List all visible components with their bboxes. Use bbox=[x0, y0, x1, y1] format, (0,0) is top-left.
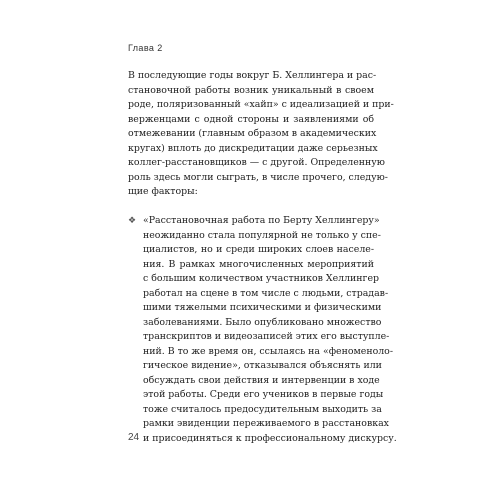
text-line: этой работы. Среди его учеников в первые годы bbox=[143, 389, 384, 400]
text-line: роде, поляризованный «хайп» с идеализацией и при- bbox=[128, 99, 394, 110]
text-line: В последующие годы вокруг Б. Хеллингера и рас- bbox=[128, 70, 377, 81]
text-line: «Расстановочная работа по Берту Хеллингеру» bbox=[143, 215, 380, 226]
paragraph-gap bbox=[128, 200, 374, 215]
text-line: заболеваниями. Было опубликовано множество bbox=[143, 316, 382, 328]
bullet-item bbox=[128, 214, 397, 446]
text-line: щие факторы: bbox=[128, 186, 198, 197]
text-line: становочной работы возник уникальный в своем bbox=[128, 84, 374, 96]
text-line: коллег-расстановщиков — с другой. Определенную bbox=[128, 157, 385, 168]
text-line: обсуждать свои действия и интервенции в ходе bbox=[143, 374, 380, 386]
text-line: гическое видение», отказывался объяснять или bbox=[143, 360, 382, 371]
text-line: ний. В то же время он, ссылаясь на «феноменоло- bbox=[143, 345, 393, 357]
text-line: отмежевании (главным образом в академических bbox=[128, 128, 377, 139]
text-line: неожиданно стала популярной не только у спе- bbox=[143, 229, 381, 241]
text-line: тоже считалось предосудительным выходить за bbox=[143, 403, 382, 415]
text-line: ния. В рамках многочисленных мероприятий bbox=[143, 258, 374, 270]
text-line: рамки эвиденции переживаемого в расстановках bbox=[143, 418, 389, 429]
text-line: работал на сцене в том числе с людьми, страдав- bbox=[143, 287, 389, 299]
text-line: верженцами с одной стороны и заявлениями об bbox=[128, 113, 374, 125]
page-body bbox=[128, 69, 397, 446]
text-line: роль здесь могли сыграть, в числе прочего, следую- bbox=[128, 171, 388, 183]
text-line: транскриптов и видеозаписей этих его выступле- bbox=[143, 331, 390, 342]
text-line: шими тяжелыми психическими и физическими bbox=[143, 302, 382, 313]
text-line: и присоединяться к профессиональному дискурсу. bbox=[143, 432, 397, 444]
text-line: кругах) вплоть до дискредитации даже серьезных bbox=[128, 142, 378, 154]
paragraph bbox=[128, 69, 394, 200]
running-head: Глава 2 bbox=[128, 43, 163, 53]
page-number: 24 bbox=[128, 432, 140, 443]
text-line: с большим количеством участников Хеллингер bbox=[143, 273, 379, 284]
text-line: циалистов, но и среди широких слоев населе- bbox=[143, 244, 374, 255]
diamond-bullet-icon: ❖ bbox=[128, 216, 137, 226]
